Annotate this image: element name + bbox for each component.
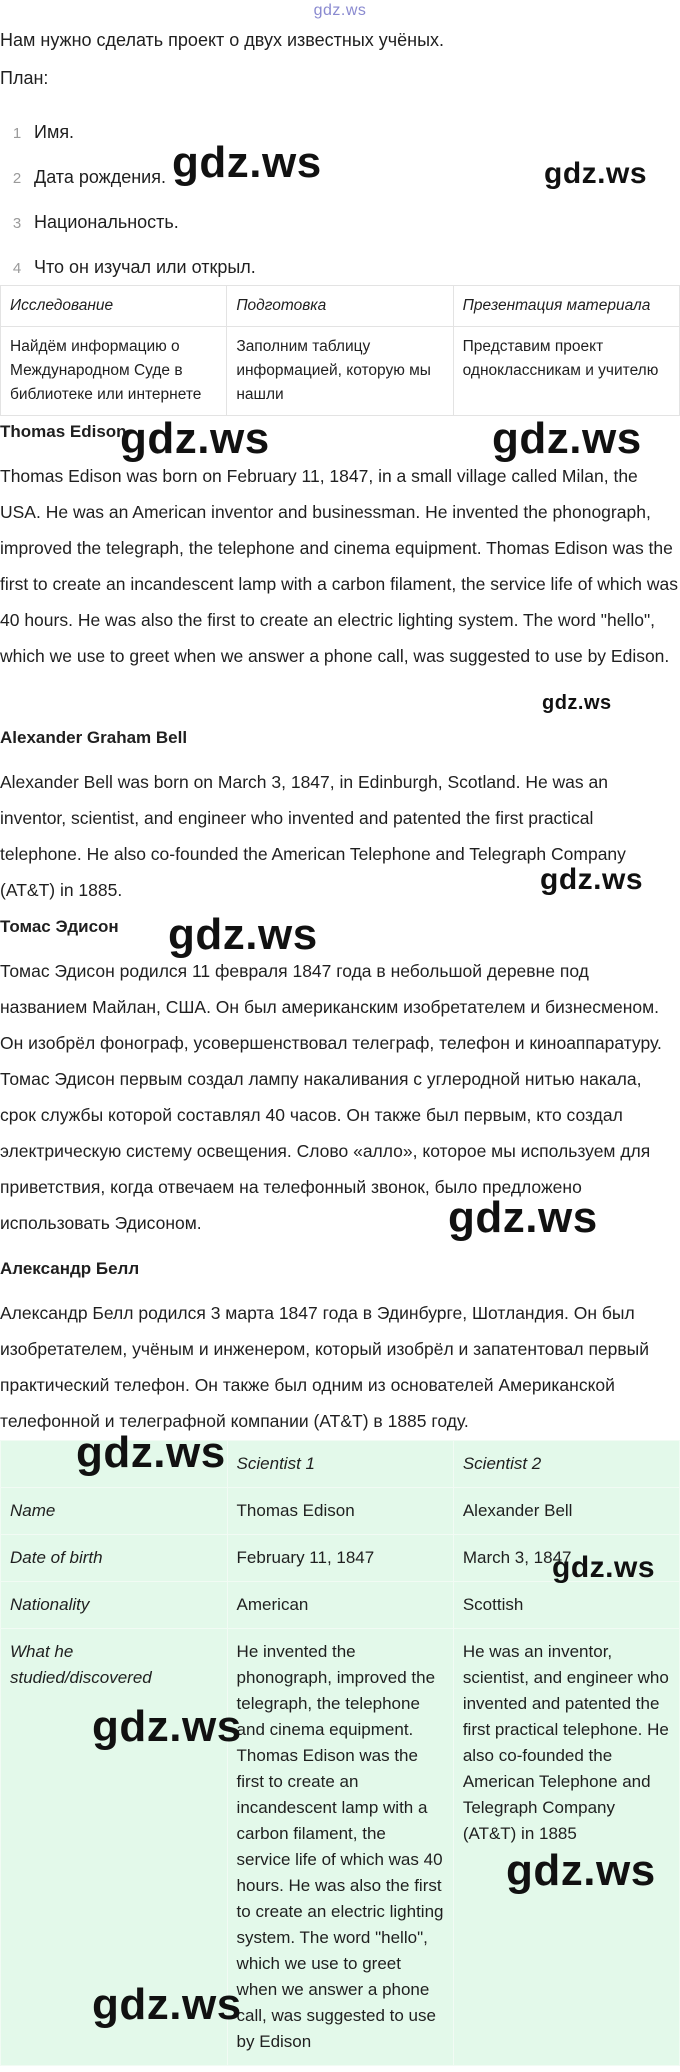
row-label: Date of birth [1,1535,228,1582]
table-header-cell: Scientist 2 [453,1441,679,1488]
scientists-table [0,1440,680,2066]
table-cell: He was an inventor, scientist, and engineer who invented and patented the first practical telephone. He also co-founded the American Telephone and Telegraph Company (AT&T) in 1885 [453,1629,679,2066]
watermark: gdz.ws [92,1702,242,1751]
section-paragraph: Thomas Edison was born on February 11, 1847, in a small village called Milan, the USA. He was an American inventor and businessman. He invented the phonograph, improved the telegraph, the telephone and cinema equipment. Thomas Edison was the first to create an incandescent lamp with a carbon filament, the service life of which was 40 hours. He was also the first to create an electric lighting system. The word "hello", which we use to greet when we answer a phone call, was suggested to use by Edison. [0,466,678,666]
watermark: gdz.ws [544,157,648,190]
section-heading: Alexander Graham Bell [0,728,188,747]
intro-text: Нам нужно сделать проект о двух известных учёных. [0,30,445,50]
plan-item-number: 3 [12,215,22,232]
plan-item-number: 1 [12,125,22,142]
row-label: Name [1,1488,228,1535]
plan-label: План: [0,68,49,88]
table-cell: He invented the phonograph, improved the telegraph, the telephone and cinema equipment. Thomas Edison was the first to create an incandescent lamp with a carbon filament, the service life of which was 40 hours. He was also the first to create an electric lighting system. The word "hello", which we use to greet when we answer a phone call, was suggested to use by Edison [227,1629,453,2066]
table-row [1,1488,680,1535]
table-cell: February 11, 1847 [227,1535,453,1582]
stages-table [0,285,680,416]
plan-item [0,167,166,188]
section-paragraph: Александр Белл родился 3 марта 1847 года в Эдинбурге, Шотландия. Он был изобретателем, учёным и инженером, который изобрёл и запатентовал первый практический телефон. Он также был одним из основателей Американской телефонной и телеграфной компании (AT&T) в 1885 году. [0,1303,650,1431]
plan-item-number: 2 [12,170,22,187]
section-heading: Томас Эдисон [0,917,119,936]
section-paragraph: Alexander Bell was born on March 3, 1847, in Edinburgh, Scotland. He was an inventor, scientist, and engineer who invented and patented the first practical telephone. He also co-founded the American Telephone and Telegraph Company (AT&T) in 1885. [0,772,626,900]
row-label: What he studied/discovered [1,1629,228,2066]
table-row [1,1582,680,1629]
section-paragraph: Томас Эдисон родился 11 февраля 1847 года в небольшой деревне под названием Майлан, США. Он был американским изобретателем и бизнесменом. Он изобрёл фонограф, усовершенствовал телеграф, телефон и киноаппаратуру. Томас Эдисон первым создал лампу накаливания с углеродной нитью накала, срок службы которой составлял 40 часов. Он также был первым, кто создал электрическую систему освещения. Слово «алло», которое мы используем для приветствия, когда отвечаем на телефонный звонок, было предложено использовать Эдисоном. [0,961,662,1233]
watermark: gdz.ws [168,910,318,959]
table-header-cell: Исследование [1,286,227,327]
section-heading: Thomas Edison [0,422,127,441]
watermark: gdz.ws [506,1846,656,1895]
table-cell: American [227,1582,453,1629]
table-header-cell: Подготовка [227,286,453,327]
section-heading: Александр Белл [0,1259,140,1278]
table-cell: Scottish [453,1582,679,1629]
row-label: Nationality [1,1582,228,1629]
watermark: gdz.ws [92,1980,242,2029]
table-cell: Заполним таблицу информацией, которую мы нашли [227,327,453,416]
site-logo[interactable]: gdz.ws [313,2,367,19]
watermark: gdz.ws [492,414,642,463]
watermark: gdz.ws [552,1551,656,1584]
watermark: gdz.ws [542,692,612,714]
table-row [1,286,680,327]
plan-item [0,212,179,233]
table-header-cell: Презентация материала [453,286,679,327]
plan-item-text: Имя. [34,122,75,142]
table-cell: Представим проект одноклассникам и учителю [453,327,679,416]
table-cell: March 3, 1847 [453,1535,679,1582]
watermark: gdz.ws [76,1428,226,1477]
plan-item [0,257,256,278]
plan-item [0,122,74,143]
watermark: gdz.ws [172,138,322,187]
table-header-cell: Scientist 1 [227,1441,453,1488]
table-cell: Alexander Bell [453,1488,679,1535]
plan-item-text: Дата рождения. [34,167,166,187]
table-cell: Найдём информацию о Международном Суде в библиотеке или интернете [1,327,227,416]
table-row [1,327,680,416]
plan-item-text: Что он изучал или открыл. [34,257,256,277]
watermark: gdz.ws [120,414,270,463]
watermark: gdz.ws [448,1193,598,1242]
table-cell: Thomas Edison [227,1488,453,1535]
plan-item-text: Национальность. [34,212,179,232]
watermark: gdz.ws [540,863,644,896]
plan-item-number: 4 [12,260,22,277]
